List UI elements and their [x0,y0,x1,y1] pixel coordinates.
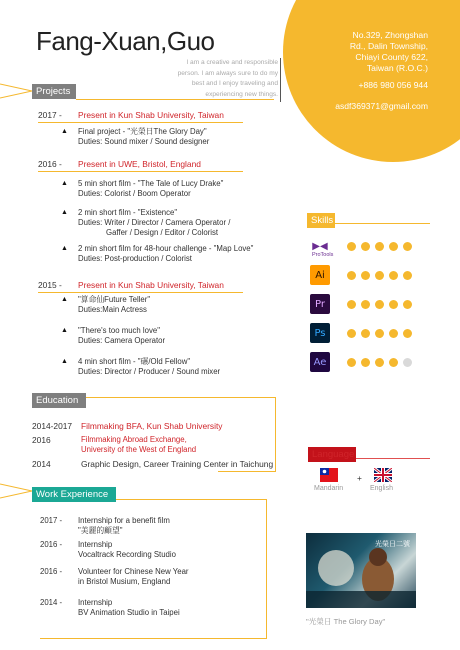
work-rule [116,499,266,500]
bullet-icon: ▲ [61,327,68,334]
education-years: 2014 [32,459,51,469]
education-detail: Graphic Design, Career Training Center in Taichung [81,459,274,469]
bullet-icon: ▲ [61,245,68,252]
work-year: 2016 - [40,540,63,549]
skill-level-dot [375,300,384,309]
language-label: English [370,485,393,492]
project-item: 5 min short film - "The Tale of Lucy Drake" Duties: Colorist / Boom Operator [78,179,224,198]
premiere-icon: Pr [310,294,330,314]
project-rule [38,122,243,123]
intro-text: I am a creative and responsible person. I am always sure to do my best and I enjoy traveling and experiencing new things. [177,59,278,98]
project-year: 2016 - [38,159,62,169]
projects-rule [76,99,274,100]
email-address[interactable]: asdf369371@gmail.com [335,101,428,111]
project-rule [38,171,243,172]
skill-level-dot [403,300,412,309]
film-still-overlay-text: 光榮日二號 [375,541,410,548]
skill-level [347,300,412,309]
skill-level-dot [347,271,356,280]
bullet-icon: ▲ [61,296,68,303]
uk-flag-icon [374,468,392,482]
project-year: 2015 - [38,280,62,290]
skill-level-dot [375,242,384,251]
work-entry: Internship BV Animation Studio in Taipei [78,598,180,617]
skills-header: Skills [307,213,335,228]
project-item: Final project - "光榮日The Glory Day" Duties: Sound mixer / Sound designer [78,127,210,146]
education-header: Education [32,393,86,408]
film-still-caption: "光榮日 The Glory Day" [306,617,386,626]
skills-rule [335,223,430,224]
address-line: Chiayi County 622, [355,52,428,62]
skill-level-dot [347,300,356,309]
project-item: 2 min short film - "Existence" Duties: Writer / Director / Camera Operator / Gaffer / Design / Editor / Colorist [78,208,231,237]
film-still-image [306,533,416,608]
education-years: 2014-2017 [32,421,73,431]
skill-level-dot [361,300,370,309]
address-line: No.329, Zhongshan [352,30,428,40]
skill-row [310,236,430,260]
work-bracket [266,499,267,639]
skill-level-dot [375,329,384,338]
skill-level-dot [347,358,356,367]
phone-number[interactable]: +886 980 056 944 [358,80,428,90]
illustrator-icon: Ai [310,265,330,285]
language-header: Language [308,447,356,462]
skill-level-dot [375,358,384,367]
work-year: 2014 - [40,598,63,607]
skill-row [310,294,430,318]
bullet-icon: ▲ [61,358,68,365]
education-bracket-bottom [218,471,276,472]
skill-row [310,352,430,376]
project-place: Present in Kun Shab University, Taiwan [78,280,224,290]
education-rule [86,397,275,398]
work-bottom-rule [40,638,267,639]
skill-level-dot [361,242,370,251]
skill-level-dot [375,271,384,280]
project-item: 2 min short film for 48-hour challenge - "Map Love" Duties: Post-production / Colorist [78,244,254,263]
work-entry: Internship Vocaltrack Recording Studio [78,540,176,559]
work-header: Work Experience [32,487,116,502]
protools-icon: ▶◀ [310,236,330,256]
bullet-icon: ▲ [61,128,68,135]
projects-header: Projects [32,84,76,99]
education-detail: Filmmaking Abroad Exchange, University of the West of England [81,435,197,454]
skill-level-dot [347,329,356,338]
project-year: 2017 - [38,110,62,120]
education-detail: Filmmaking BFA, Kun Shab University [81,421,223,431]
language-plus: + [357,473,362,483]
skill-level [347,329,412,338]
project-item: 4 min short film - "碾/Old Fellow" Duties: Director / Producer / Sound mixer [78,357,221,376]
language-label: Mandarin [314,485,344,492]
project-item: "算命仙Future Teller" Duties:Main Actress [78,295,151,314]
photoshop-icon: Ps [310,323,330,343]
skill-level-dot [389,329,398,338]
skill-level-dot [403,242,412,251]
contact-block [296,30,428,116]
intro-divider [280,58,281,102]
bullet-icon: ▲ [61,180,68,187]
work-year: 2016 - [40,567,63,576]
person-name: Fang-Xuan,Guo [36,26,215,56]
project-place: Present in UWE, Bristol, England [78,159,201,169]
work-year: 2017 - [40,516,63,525]
skill-level-dot [403,329,412,338]
project-rule [38,292,243,293]
skill-level-dot [403,358,412,367]
skill-level-dot [361,358,370,367]
skill-level-dot [361,329,370,338]
address-line: Rd., Dalin Township, [349,41,428,51]
skill-sub-label: ProTools [312,252,334,258]
skill-level [347,358,412,367]
skill-level-dot [403,271,412,280]
after-effects-icon: Ae [310,352,330,372]
work-entry: Internship for a benefit film "美麗的顧望" [78,516,170,535]
skill-level [347,242,412,251]
skill-level-dot [361,271,370,280]
skill-level-dot [389,271,398,280]
skill-level-dot [389,358,398,367]
skill-level-dot [389,242,398,251]
skill-level-dot [389,300,398,309]
taiwan-flag-icon [320,468,338,482]
language-rule [356,458,430,459]
skill-row [310,323,430,347]
project-place: Present in Kun Shab University, Taiwan [78,110,224,120]
education-bracket [275,397,276,471]
skill-level [347,271,412,280]
bullet-icon: ▲ [61,209,68,216]
address-line: Taiwan (R.O.C.) [366,63,428,73]
skill-level-dot [347,242,356,251]
skill-row [310,265,430,289]
project-item: "There's too much love" Duties: Camera Operator [78,326,166,345]
work-entry: Volunteer for Chinese New Year in Bristol Musium, England [78,567,189,586]
education-years: 2016 [32,435,51,445]
